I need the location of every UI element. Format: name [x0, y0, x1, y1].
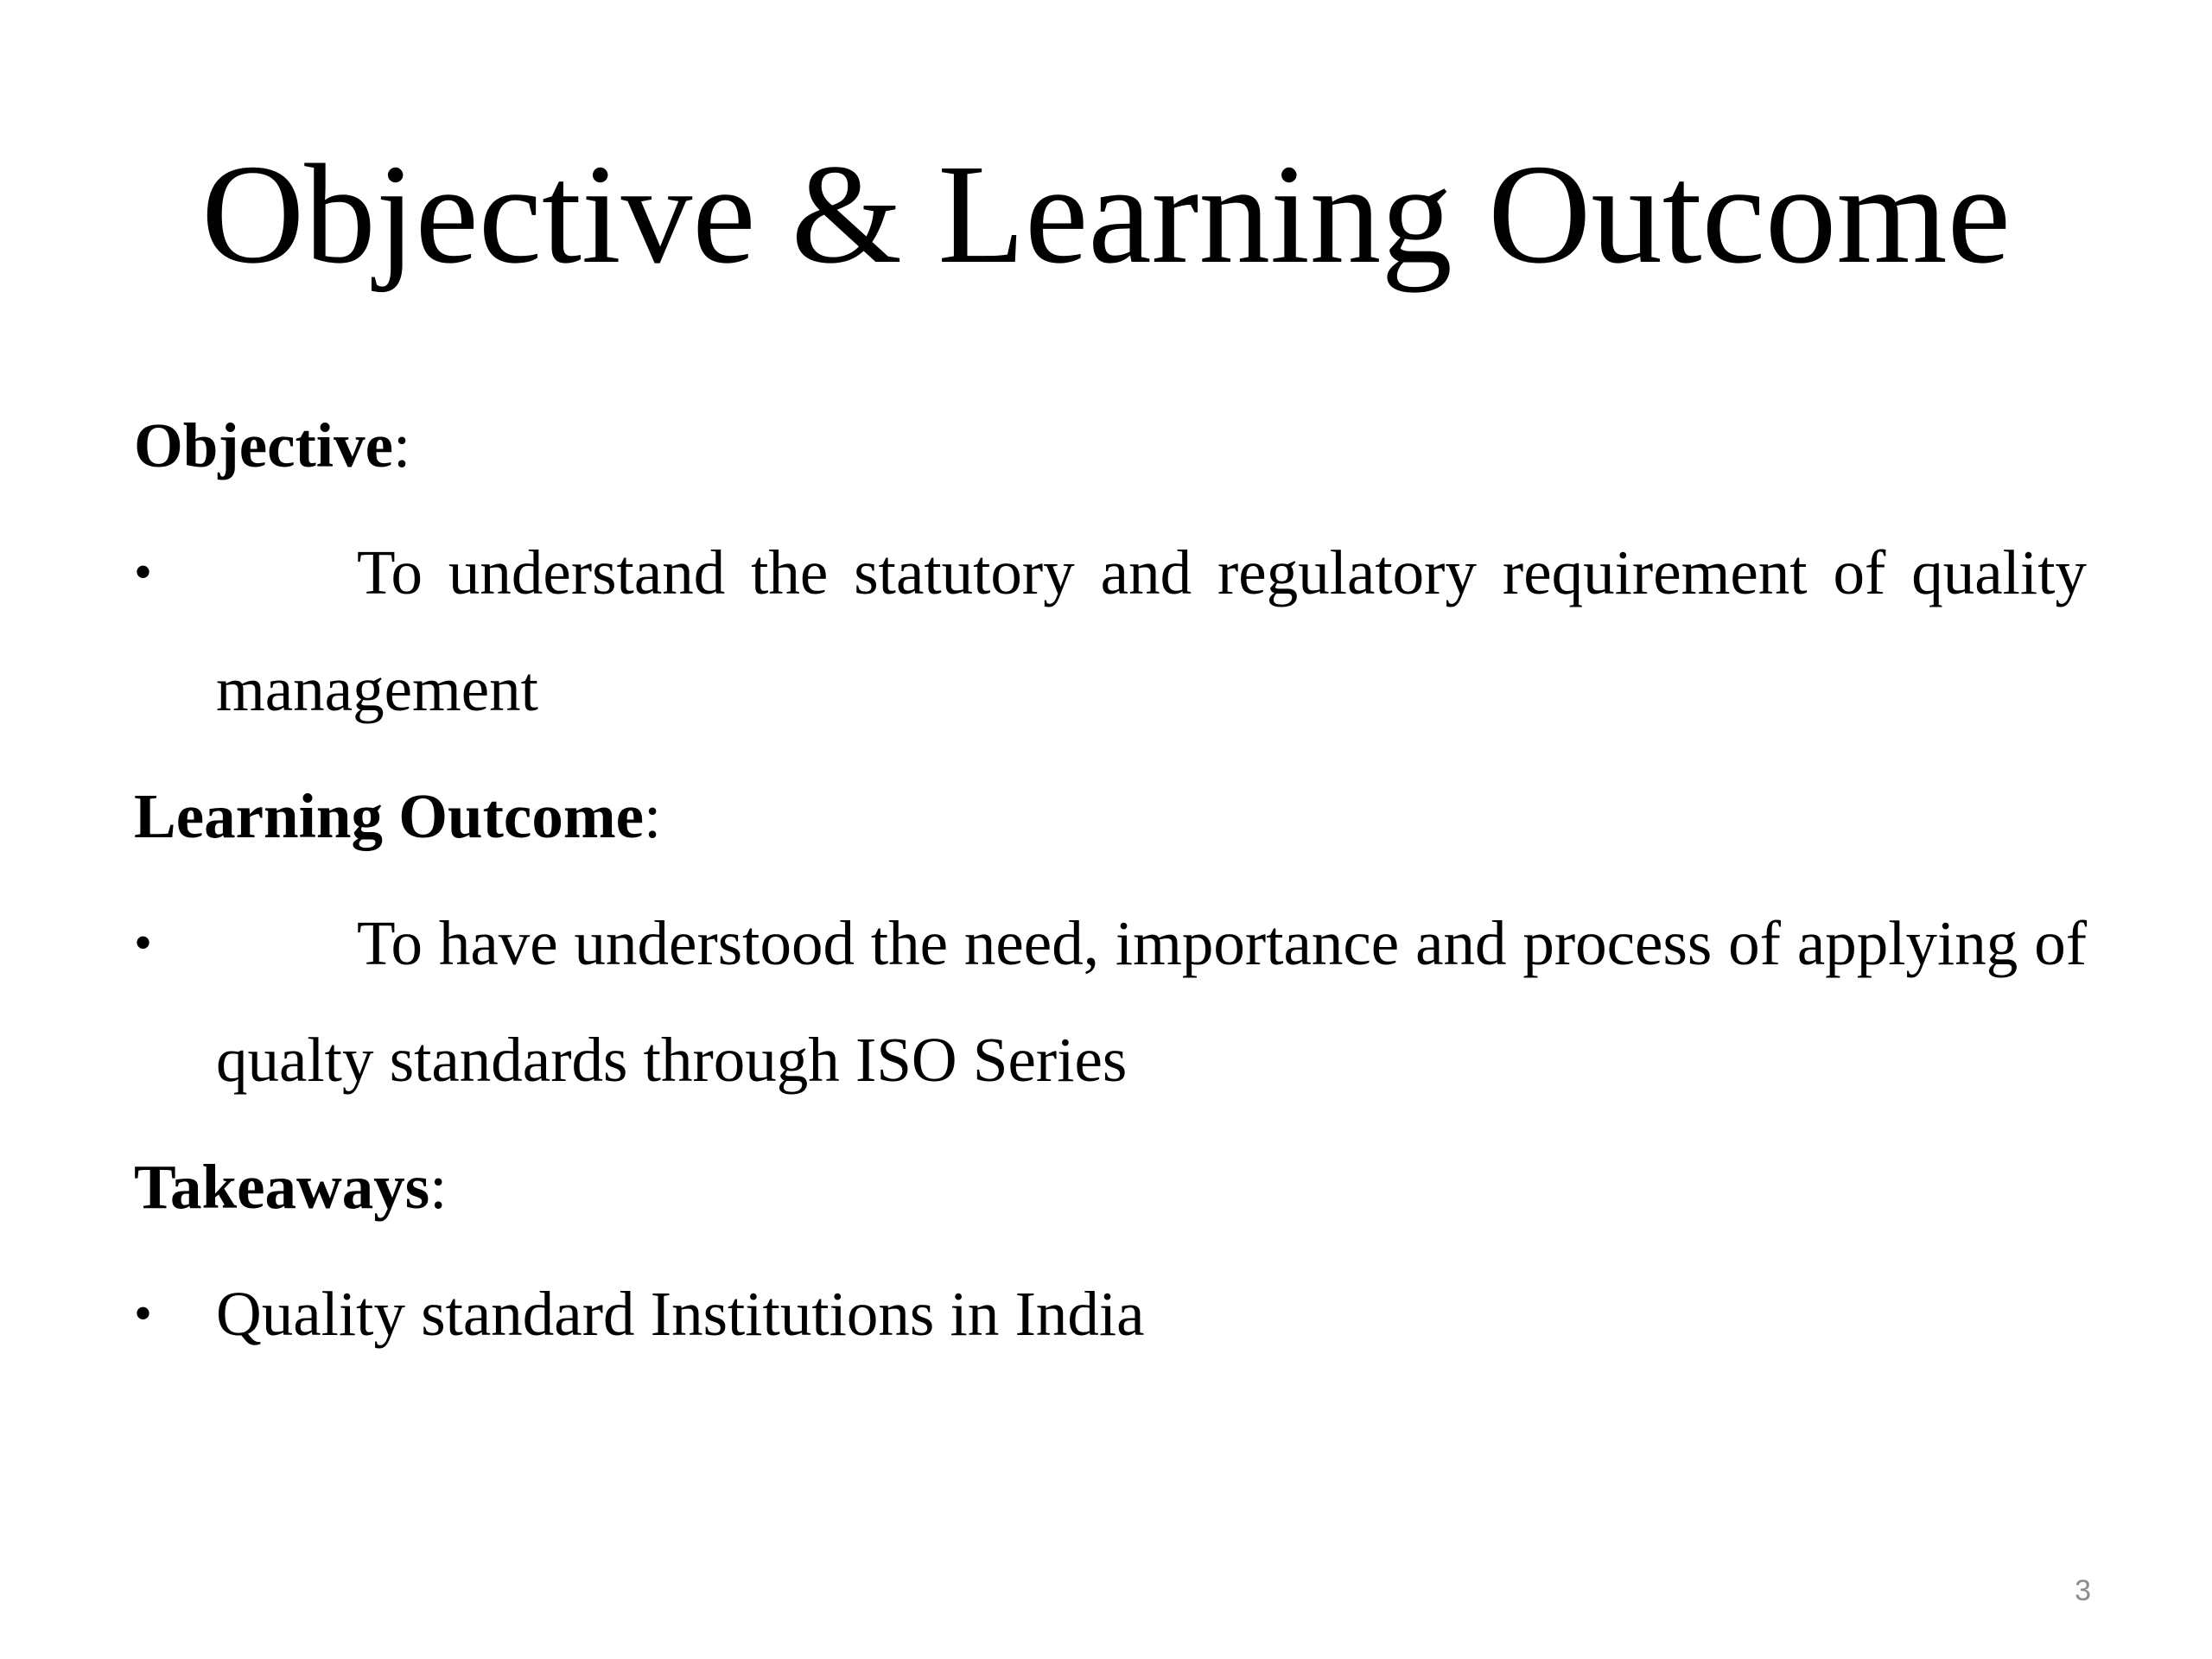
slide-body	[134, 387, 2087, 1382]
section-heading-colon: :	[392, 410, 411, 480]
bullet-text: Quality standard Institutions in India	[216, 1279, 1145, 1349]
list-item	[134, 514, 2087, 747]
section-heading-takeaways	[134, 1128, 2087, 1255]
bullet-text: To have understood the need, importance and process of applying of qualty standards through ISO Series	[216, 908, 2087, 1095]
section-heading-label: Learning Outcome	[134, 781, 645, 851]
section-heading-colon: :	[644, 781, 662, 851]
list-item	[134, 1255, 2087, 1372]
bullet-icon: •	[134, 914, 153, 971]
slide-title: Objective & Learning Outcome	[201, 135, 2011, 293]
section-heading-label: Objective	[134, 410, 393, 480]
list-item	[134, 885, 2087, 1118]
slide-number: 3	[2075, 1574, 2091, 1607]
bullet-icon: •	[134, 543, 153, 601]
section-heading-learning-outcome	[134, 758, 2087, 885]
section-heading-label: Takeaways	[134, 1152, 430, 1222]
bullet-icon: •	[134, 1285, 153, 1342]
section-heading-objective	[134, 387, 2087, 514]
bullet-text: To understand the statutory and regulatory requirement of quality management	[216, 537, 2087, 724]
section-heading-colon: :	[429, 1152, 448, 1222]
